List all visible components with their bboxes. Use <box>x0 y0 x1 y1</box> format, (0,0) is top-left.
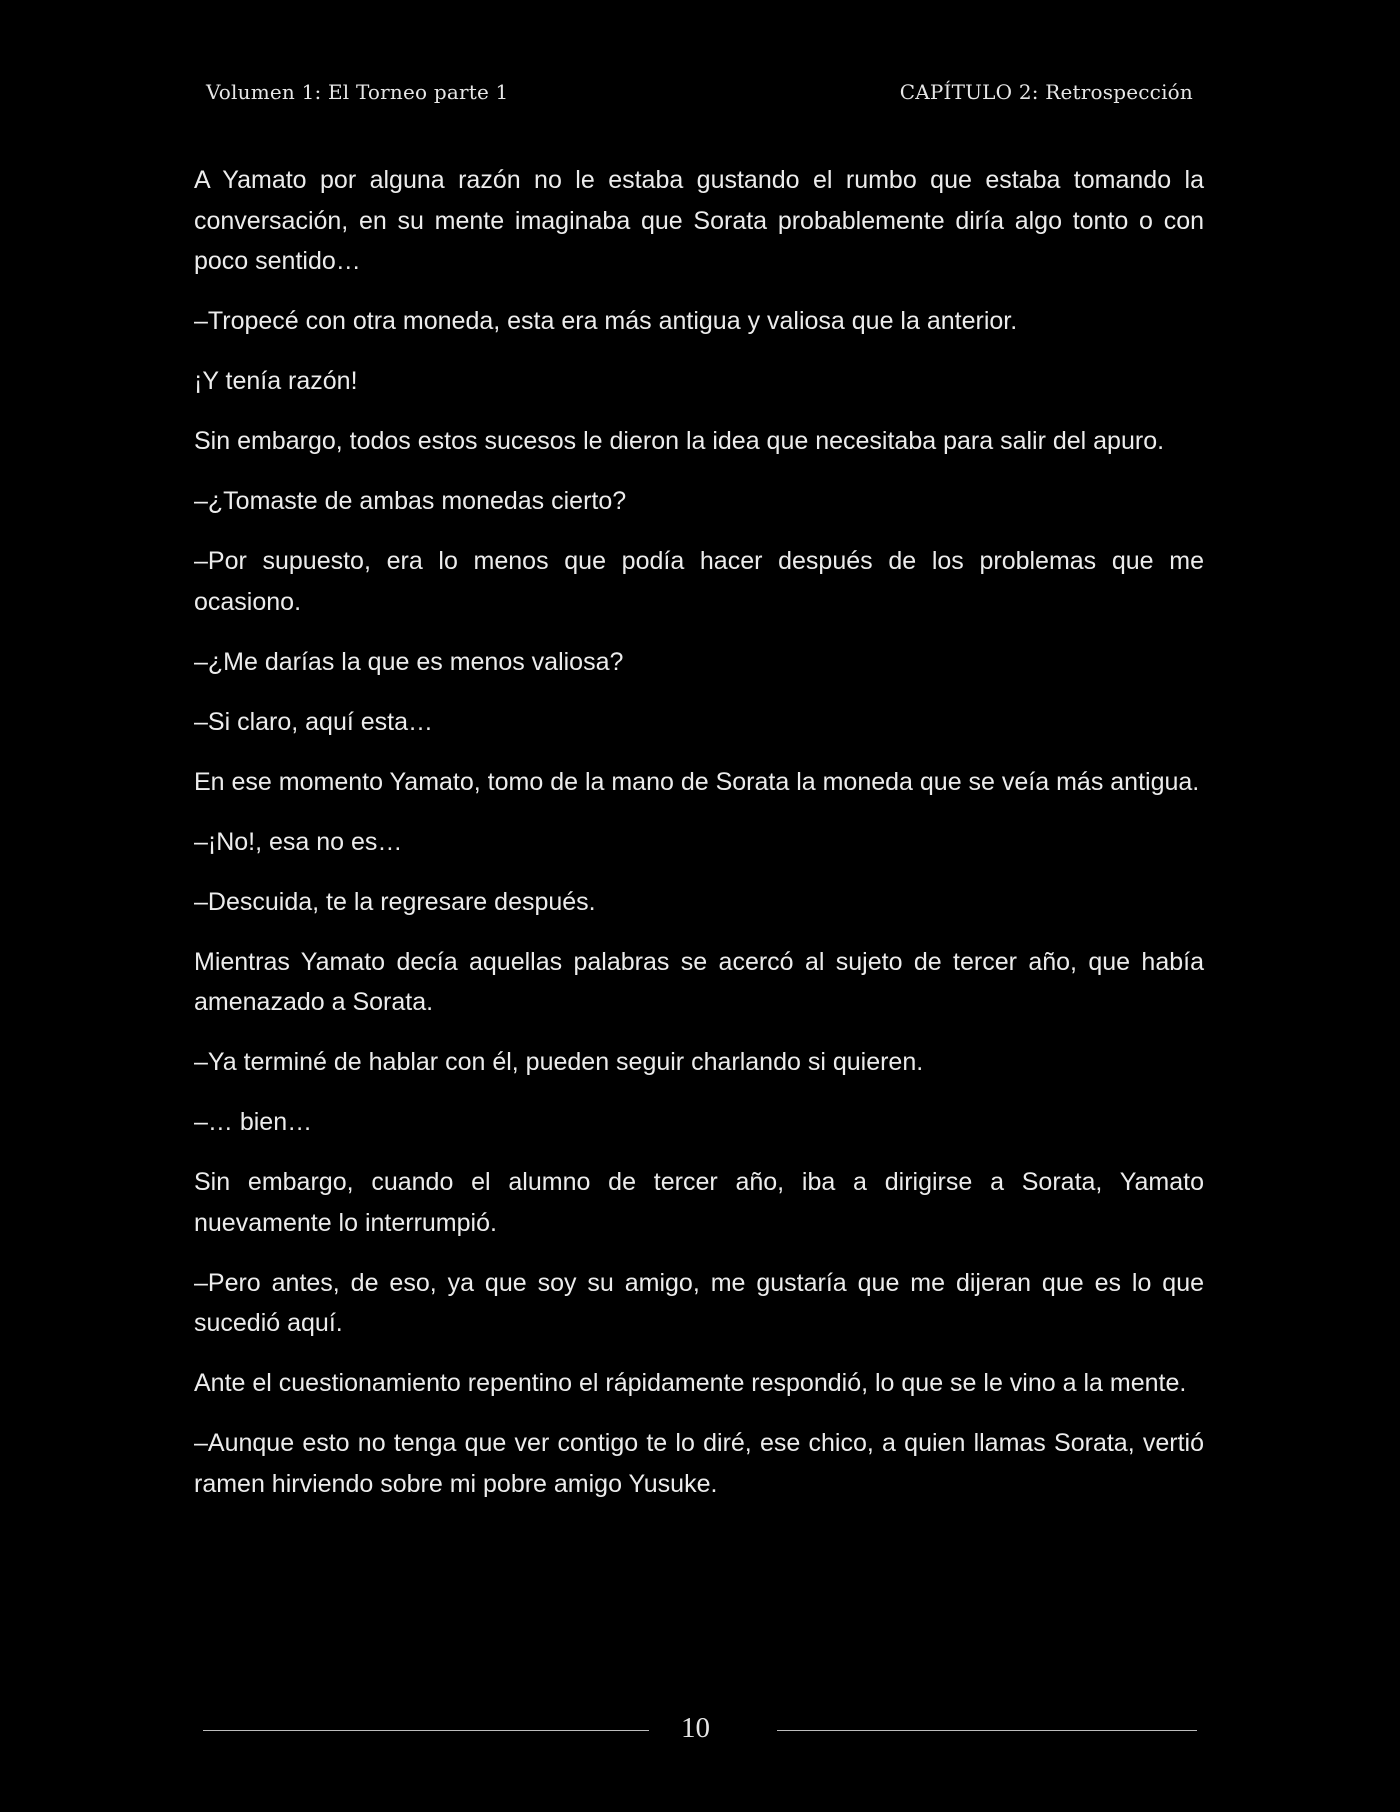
footer-rule-right <box>777 1730 1197 1731</box>
paragraph: –¡No!, esa no es… <box>194 827 403 856</box>
paragraph: ¡Y tenía razón! <box>194 367 358 395</box>
paragraph: –Descuida, te la regresare después. <box>194 887 596 916</box>
paragraph: Sin embargo, todos estos sucesos le dieron la idea que necesitaba para salir del apuro. <box>194 427 1165 455</box>
paragraph: Sin embargo, cuando el alumno de tercer año, iba a dirigirse a Sorata, Yamato nuevamente lo interrumpió. <box>194 1168 1204 1237</box>
paragraph: –Si claro, aquí esta… <box>194 707 434 736</box>
paragraph: –Pero antes, de eso, ya que soy su amigo, me gustaría que me dijeran que es lo que sucedió aquí. <box>194 1268 1204 1337</box>
page-number: 10 <box>681 1712 710 1744</box>
paragraph: –Ya terminé de hablar con él, pueden seguir charlando si quieren. <box>194 1048 924 1076</box>
paragraph: Ante el cuestionamiento repentino el rápidamente respondió, lo que se le vino a la mente. <box>194 1369 1187 1397</box>
volume-title: Volumen 1: El Torneo parte 1 <box>206 80 509 104</box>
running-header <box>206 80 1193 110</box>
chapter-title: CAPÍTULO 2: Retrospección <box>899 80 1193 104</box>
body-text <box>194 160 1204 1524</box>
paragraph: –Aunque esto no tenga que ver contigo te lo diré, ese chico, a quien llamas Sorata, vertió ramen hirviendo sobre mi pobre amigo Yusuke. <box>194 1429 1204 1498</box>
paragraph: –¿Tomaste de ambas monedas cierto? <box>194 487 627 515</box>
paragraph: A Yamato por alguna razón no le estaba gustando el rumbo que estaba tomando la conversación, en su mente imaginaba que Sorata probablemente diría algo tonto o con poco sentido… <box>194 166 1204 275</box>
paragraph: –Por supuesto, era lo menos que podía hacer después de los problemas que me ocasiono. <box>194 547 1204 616</box>
paragraph: –¿Me darías la que es menos valiosa? <box>194 647 624 676</box>
paragraph: –Tropecé con otra moneda, esta era más antigua y valiosa que la anterior. <box>194 307 1018 335</box>
paragraph: En ese momento Yamato, tomo de la mano de Sorata la moneda que se veía más antigua. <box>194 767 1200 796</box>
paragraph: Mientras Yamato decía aquellas palabras se acercó al sujeto de tercer año, que había amenazado a Sorata. <box>194 947 1204 1016</box>
footer-rule-left <box>203 1730 649 1731</box>
page-footer <box>203 1712 1197 1752</box>
paragraph: –… bien… <box>194 1108 313 1136</box>
